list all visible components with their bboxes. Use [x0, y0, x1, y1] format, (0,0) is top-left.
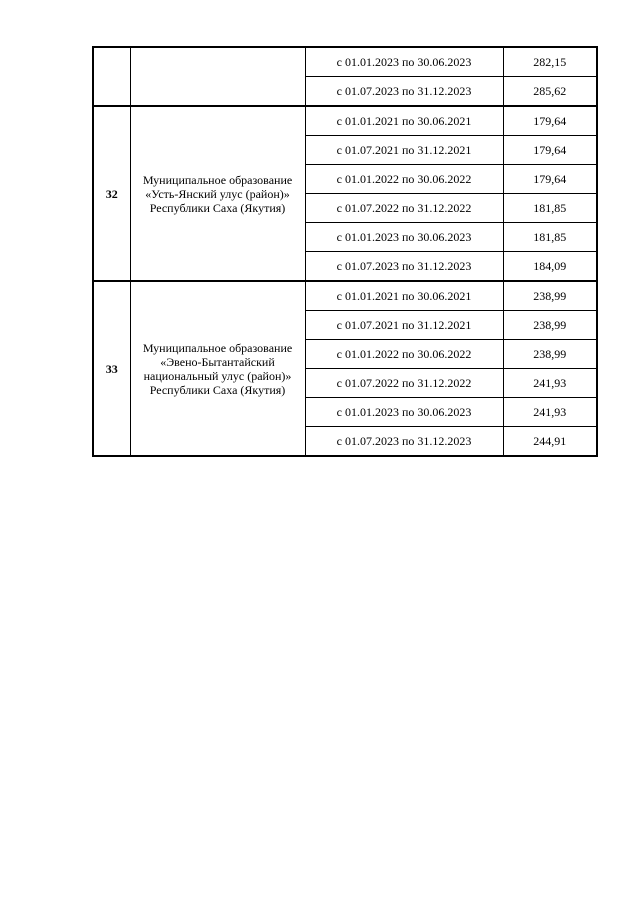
tariff-value-cell: 285,62 [503, 77, 597, 107]
row-number: 32 [93, 106, 130, 281]
tariff-value-cell: 179,64 [503, 136, 597, 165]
tariff-value-cell: 181,85 [503, 194, 597, 223]
municipality-name: Муниципальное образование «Усть-Янский улус (район)» Республики Саха (Якутия) [130, 106, 305, 281]
tariff-table [92, 46, 598, 457]
tariff-table-body [93, 47, 597, 456]
row-number: 33 [93, 281, 130, 456]
tariff-value-cell: 238,99 [503, 281, 597, 311]
tariff-value-cell: 179,64 [503, 165, 597, 194]
tariff-value-cell: 238,99 [503, 340, 597, 369]
tariff-value-cell: 244,91 [503, 427, 597, 457]
tariff-value-cell: 282,15 [503, 47, 597, 77]
table-row [93, 47, 597, 77]
period-cell: с 01.07.2023 по 31.12.2023 [305, 77, 503, 107]
municipality-name: Муниципальное образование «Эвено-Бытантайский национальный улус (район)» Республики Саха (Якутия) [130, 281, 305, 456]
period-cell: с 01.01.2023 по 30.06.2023 [305, 47, 503, 77]
period-cell: с 01.01.2022 по 30.06.2022 [305, 340, 503, 369]
period-cell: с 01.07.2021 по 31.12.2021 [305, 136, 503, 165]
period-cell: с 01.01.2023 по 30.06.2023 [305, 398, 503, 427]
tariff-value-cell: 238,99 [503, 311, 597, 340]
tariff-value-cell: 179,64 [503, 106, 597, 136]
period-cell: с 01.07.2022 по 31.12.2022 [305, 369, 503, 398]
row-number [93, 47, 130, 106]
tariff-value-cell: 181,85 [503, 223, 597, 252]
period-cell: с 01.07.2023 по 31.12.2023 [305, 252, 503, 282]
tariff-value-cell: 184,09 [503, 252, 597, 282]
period-cell: с 01.07.2022 по 31.12.2022 [305, 194, 503, 223]
table-row [93, 106, 597, 136]
period-cell: с 01.01.2021 по 30.06.2021 [305, 106, 503, 136]
period-cell: с 01.07.2021 по 31.12.2021 [305, 311, 503, 340]
tariff-value-cell: 241,93 [503, 398, 597, 427]
tariff-value-cell: 241,93 [503, 369, 597, 398]
municipality-name [130, 47, 305, 106]
period-cell: с 01.01.2022 по 30.06.2022 [305, 165, 503, 194]
period-cell: с 01.01.2023 по 30.06.2023 [305, 223, 503, 252]
table-row [93, 281, 597, 311]
period-cell: с 01.01.2021 по 30.06.2021 [305, 281, 503, 311]
period-cell: с 01.07.2023 по 31.12.2023 [305, 427, 503, 457]
